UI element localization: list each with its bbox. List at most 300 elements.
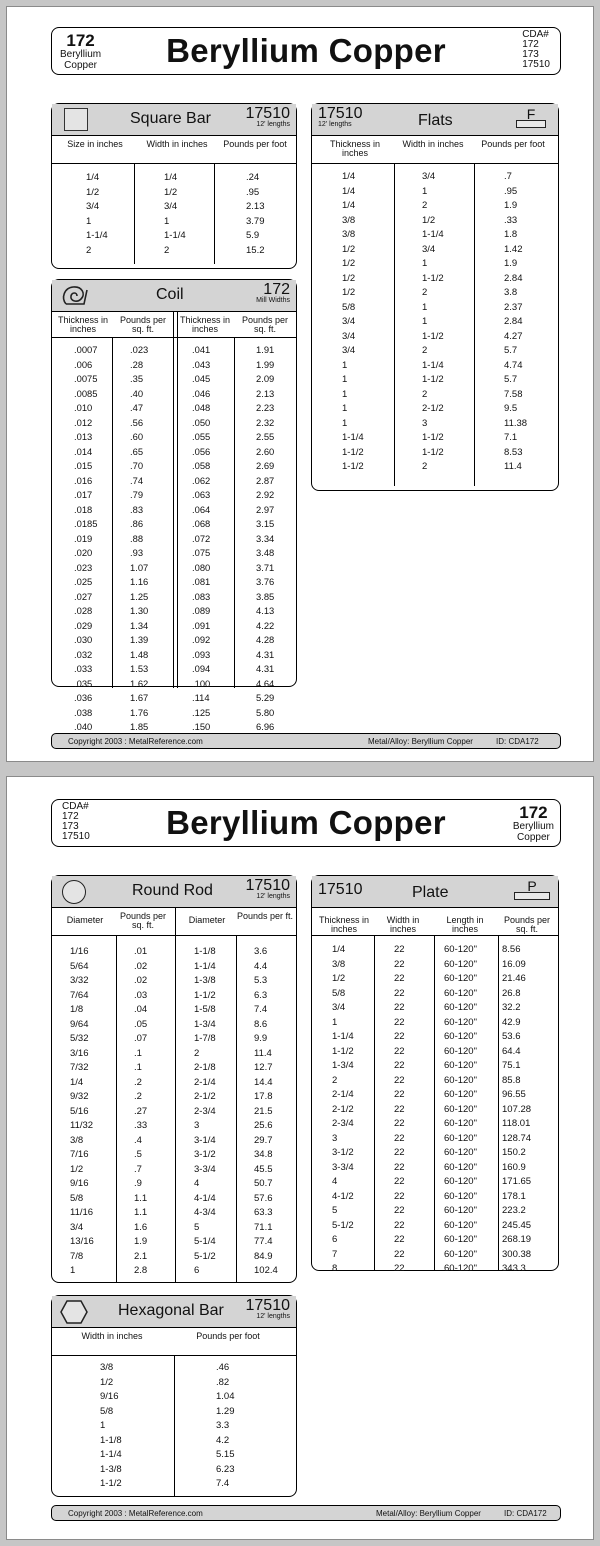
table-cell: .0085 <box>74 387 98 399</box>
square-bar-title: Square Bar <box>130 110 211 127</box>
table-cell: 1/2 <box>342 243 356 255</box>
table-cell: 1/4 <box>342 200 356 211</box>
table-cell: 60-120" <box>444 1248 477 1260</box>
table-cell: 8.56 <box>502 944 521 955</box>
table-cell: 1.76 <box>130 706 149 718</box>
table-cell: .150 <box>192 721 211 732</box>
table-row <box>52 516 296 531</box>
column-header: Pounds per ft. <box>236 911 294 921</box>
table-cell: 60-120" <box>444 1176 477 1187</box>
table-cell: .006 <box>74 358 93 370</box>
table-cell: 2.69 <box>256 460 275 471</box>
table-cell: 4.27 <box>504 330 523 342</box>
table-cell: 9/64 <box>70 1018 89 1030</box>
plate-header <box>312 876 558 908</box>
footer-id: ID: CDA172 <box>496 737 539 746</box>
table-cell: 1-3/4 <box>332 1060 354 1071</box>
table-row <box>52 1133 296 1148</box>
flats-note: 12' lengths <box>318 121 352 128</box>
table-row <box>52 502 296 517</box>
table-cell: 1.9 <box>504 258 518 269</box>
table-cell: 1-1/4 <box>332 1031 354 1042</box>
table-cell: 3.79 <box>246 215 265 227</box>
table-cell: 1 <box>342 374 348 385</box>
square-bar-alloy-number: 17510 <box>245 105 290 122</box>
table-cell: 3/32 <box>70 975 89 986</box>
column-header: Length in inches <box>446 915 484 934</box>
table-cell: .40 <box>130 387 144 399</box>
table-cell: 5/32 <box>70 1033 89 1044</box>
table-cell: 1-1/4 <box>194 960 216 972</box>
table-cell: .032 <box>74 648 93 660</box>
cda-number: 173 <box>522 49 539 60</box>
table-cell: .82 <box>216 1376 230 1388</box>
table-cell: 11.4 <box>504 461 522 472</box>
table-cell: 75.1 <box>502 1060 521 1071</box>
footer-metal: Metal/Alloy: Beryllium Copper <box>376 1509 481 1518</box>
table-cell: 2.55 <box>256 431 275 442</box>
table-cell: 2 <box>86 244 92 256</box>
table-cell: 4.28 <box>256 634 275 645</box>
cda-number: 172 <box>522 39 539 50</box>
plate-icon <box>514 880 550 902</box>
table-row <box>312 1145 558 1160</box>
flats-icon-letter: F <box>526 106 536 122</box>
table-row <box>52 618 296 633</box>
table-cell: 3.34 <box>256 532 275 544</box>
table-cell: 3.85 <box>256 590 275 602</box>
coil-rows <box>52 338 296 732</box>
table-cell: .7 <box>134 1163 142 1175</box>
table-cell: .70 <box>130 460 144 471</box>
table-row <box>312 184 558 199</box>
table-cell: 1 <box>86 215 92 227</box>
table-cell: 3 <box>194 1120 200 1131</box>
table-cell: 1.48 <box>130 648 149 660</box>
cda-label: CDA# <box>62 801 89 812</box>
table-row <box>52 1447 296 1462</box>
table-cell: 1.67 <box>130 692 149 703</box>
table-cell: 26.8 <box>502 987 521 999</box>
table-cell: .60 <box>130 431 144 442</box>
table-cell: 4.2 <box>216 1434 230 1446</box>
alloy-badge <box>513 804 554 843</box>
column-header: Thickness in inches <box>329 139 381 158</box>
table-cell: 1.9 <box>504 200 518 211</box>
table-row <box>52 690 296 705</box>
table-cell: 77.4 <box>254 1236 273 1247</box>
table-cell: 14.4 <box>254 1076 273 1088</box>
column-header: Thickness in inches <box>57 315 109 334</box>
table-cell: 22 <box>394 1002 405 1013</box>
page-1-title-box <box>51 27 561 75</box>
square-bar-icon <box>64 108 88 131</box>
coil-alloy-number: 172 <box>263 281 290 298</box>
round-rod-note: 12' lengths <box>256 893 290 900</box>
coil-alloy <box>256 282 290 305</box>
table-cell: 21.46 <box>502 973 526 984</box>
column-header: Width in inches <box>402 139 464 149</box>
table-cell: .28 <box>130 358 144 370</box>
table-row <box>52 705 296 720</box>
table-cell: 22 <box>394 1089 405 1100</box>
table-cell: .025 <box>74 576 93 587</box>
table-cell: 7/16 <box>70 1149 89 1160</box>
table-cell: .072 <box>192 532 211 544</box>
table-cell: 60-120" <box>444 1045 477 1057</box>
table-cell: 1/4 <box>342 171 356 182</box>
flats-table <box>311 103 559 491</box>
table-cell: 1/4 <box>342 185 356 197</box>
table-row <box>52 1375 296 1390</box>
footer-id: ID: CDA172 <box>504 1509 547 1518</box>
table-cell: 11.4 <box>254 1047 272 1059</box>
table-row <box>312 227 558 242</box>
table-cell: .100 <box>192 677 211 689</box>
table-cell: 8 <box>332 1263 338 1274</box>
table-row <box>52 1031 296 1046</box>
table-cell: .95 <box>246 186 260 198</box>
table-cell: 85.8 <box>502 1074 521 1086</box>
column-header: Pounds per foot <box>196 1331 260 1341</box>
table-cell: .023 <box>74 561 93 573</box>
table-cell: .043 <box>192 358 211 370</box>
table-cell: 2.8 <box>134 1265 148 1276</box>
table-cell: 60-120" <box>444 1147 477 1158</box>
table-row <box>52 429 296 444</box>
table-row <box>312 1044 558 1059</box>
table-cell: .33 <box>504 214 518 226</box>
table-cell: .048 <box>192 402 211 413</box>
table-cell: .9 <box>134 1178 142 1189</box>
table-row <box>312 1160 558 1175</box>
table-row <box>312 1131 558 1146</box>
table-row <box>312 957 558 972</box>
round-rod-rows <box>52 936 296 1282</box>
table-cell: 3/8 <box>342 214 356 226</box>
flats-header <box>312 104 558 136</box>
table-cell: 7.1 <box>504 432 518 443</box>
alloy-sub-1: Beryllium <box>512 821 554 832</box>
table-cell: 1 <box>164 215 170 227</box>
table-cell: .018 <box>74 503 93 515</box>
table-row <box>312 271 558 286</box>
table-cell: 9/16 <box>70 1178 89 1189</box>
table-cell: 22 <box>394 1263 405 1274</box>
table-cell: 6 <box>332 1234 338 1245</box>
table-cell: 1.85 <box>130 721 149 732</box>
table-cell: 60-120" <box>444 1263 477 1274</box>
plate-icon-letter: P <box>527 878 537 894</box>
table-row <box>52 473 296 488</box>
table-cell: .95 <box>504 185 518 197</box>
table-cell: .080 <box>192 561 211 573</box>
table-cell: 1/2 <box>422 214 436 226</box>
coil-column-headers <box>52 312 296 338</box>
hexagonal-bar-note: 12' lengths <box>256 1313 290 1320</box>
table-cell: .020 <box>74 547 93 558</box>
table-cell: .2 <box>134 1076 142 1088</box>
table-row <box>52 1162 296 1177</box>
table-cell: .4 <box>134 1134 142 1146</box>
table-cell: 1.6 <box>134 1221 148 1233</box>
table-cell: .93 <box>130 547 144 558</box>
table-cell: 42.9 <box>502 1016 521 1028</box>
table-cell: 22 <box>394 973 405 984</box>
table-cell: 2.84 <box>504 272 523 284</box>
table-cell: 4.13 <box>256 605 275 616</box>
table-cell: .023 <box>130 344 149 355</box>
table-cell: .029 <box>74 619 93 631</box>
table-row <box>52 1191 296 1206</box>
table-cell: 1 <box>100 1420 106 1431</box>
table-cell: .46 <box>216 1362 230 1373</box>
page-title: Beryllium Copper <box>166 804 446 841</box>
table-cell: 107.28 <box>502 1103 532 1115</box>
table-cell: .015 <box>74 460 93 471</box>
table-cell: .050 <box>192 416 211 428</box>
table-row <box>312 1087 558 1102</box>
table-cell: 2-1/2 <box>422 403 444 414</box>
flats-alloy <box>318 106 363 129</box>
table-cell: 64.4 <box>502 1045 521 1057</box>
page-1 <box>6 6 594 762</box>
table-cell: .055 <box>192 431 211 442</box>
table-cell: 1/4 <box>70 1076 84 1088</box>
table-cell: .058 <box>192 460 211 471</box>
table-cell: .07 <box>134 1033 148 1044</box>
table-cell: 1-1/2 <box>194 989 216 1001</box>
table-row <box>312 1232 558 1247</box>
table-cell: .068 <box>192 518 211 529</box>
table-cell: 9/16 <box>100 1391 119 1402</box>
table-cell: .0185 <box>74 518 98 529</box>
column-header: Pounds per sq. ft. <box>503 915 551 934</box>
square-bar-table <box>51 103 297 269</box>
table-row <box>312 1102 558 1117</box>
table-cell: 1-7/8 <box>194 1033 216 1044</box>
table-row <box>52 531 296 546</box>
table-cell: .027 <box>74 590 93 602</box>
table-row <box>312 1029 558 1044</box>
table-cell: 2-3/4 <box>194 1105 216 1117</box>
flats-column-headers <box>312 136 558 164</box>
table-cell: 22 <box>394 1060 405 1071</box>
hexagon-icon <box>60 1300 88 1324</box>
table-cell: 5/8 <box>342 301 356 313</box>
table-row <box>52 676 296 691</box>
table-cell: 3.48 <box>256 547 275 558</box>
table-cell: 4.31 <box>256 663 275 674</box>
table-cell: 63.3 <box>254 1207 273 1218</box>
table-cell: .86 <box>130 518 144 529</box>
alloy-sub-2: Copper <box>517 832 550 843</box>
table-cell: 1/2 <box>100 1376 114 1388</box>
table-row <box>312 169 558 184</box>
table-cell: 7.4 <box>216 1478 230 1489</box>
table-cell: 2 <box>422 461 428 472</box>
table-cell: .094 <box>192 663 211 674</box>
table-cell: 12.7 <box>254 1062 273 1073</box>
table-cell: 5/8 <box>70 1192 84 1204</box>
table-cell: .041 <box>192 344 211 355</box>
cda-number: 17510 <box>62 831 90 842</box>
table-cell: 3-1/4 <box>194 1134 216 1146</box>
table-cell: 2.60 <box>256 445 275 457</box>
flats-title: Flats <box>418 112 453 129</box>
table-cell: 3-3/4 <box>332 1161 354 1173</box>
table-cell: 1-1/4 <box>164 230 186 241</box>
table-cell: 1 <box>342 417 348 429</box>
table-cell: .1 <box>134 1062 142 1073</box>
cda-number: 173 <box>62 821 79 832</box>
table-cell: .081 <box>192 576 211 587</box>
table-cell: 2.13 <box>256 387 275 399</box>
table-cell: .056 <box>192 445 211 457</box>
table-row <box>52 1263 296 1278</box>
table-cell: 5-1/4 <box>194 1236 216 1247</box>
table-cell: 5.80 <box>256 706 275 718</box>
column-header: Pounds per sq. ft. <box>119 911 167 930</box>
table-cell: 60-120" <box>444 1060 477 1071</box>
table-cell: 7/8 <box>70 1250 84 1262</box>
table-cell: .030 <box>74 634 93 645</box>
table-cell: .0007 <box>74 344 98 355</box>
table-cell: 5/64 <box>70 960 89 972</box>
table-cell: 22 <box>394 1234 405 1245</box>
table-row <box>312 242 558 257</box>
table-cell: 1.42 <box>504 243 523 255</box>
table-row <box>52 1017 296 1032</box>
table-cell: 2-1/4 <box>332 1089 354 1100</box>
table-cell: 5/16 <box>70 1105 89 1117</box>
table-cell: 2.1 <box>134 1250 148 1262</box>
table-cell: 1-1/4 <box>422 229 444 240</box>
table-cell: 4.64 <box>256 677 275 689</box>
alloy-id: 172 <box>519 803 548 822</box>
table-cell: 3/4 <box>342 345 356 356</box>
table-row <box>312 1000 558 1015</box>
table-cell: 3.3 <box>216 1420 230 1431</box>
table-cell: 1-1/2 <box>342 446 364 458</box>
table-cell: 1.29 <box>216 1405 235 1417</box>
table-cell: 3/4 <box>70 1221 84 1233</box>
footer-copyright: Copyright 2003 : MetalReference.com <box>68 737 203 746</box>
table-cell: .74 <box>130 474 144 486</box>
table-cell: 1.04 <box>216 1391 235 1402</box>
table-cell: 5.9 <box>246 230 260 241</box>
table-cell: .33 <box>134 1120 148 1131</box>
table-cell: 9/32 <box>70 1091 89 1102</box>
table-cell: 4 <box>194 1178 200 1189</box>
round-rod-title: Round Rod <box>132 882 213 899</box>
table-cell: 1/8 <box>70 1004 84 1015</box>
table-row <box>312 971 558 986</box>
table-cell: 60-120" <box>444 1089 477 1100</box>
column-header: Pounds per sq. ft. <box>119 315 167 334</box>
table-cell: 1 <box>342 403 348 414</box>
table-cell: 5.15 <box>216 1449 235 1460</box>
table-cell: 60-120" <box>444 1074 477 1086</box>
table-cell: .036 <box>74 692 93 703</box>
table-cell: 2-1/2 <box>194 1091 216 1102</box>
table-row <box>312 942 558 957</box>
table-cell: 22 <box>394 1016 405 1028</box>
table-cell: 1-1/2 <box>332 1045 354 1057</box>
table-cell: .019 <box>74 532 93 544</box>
table-cell: 3/16 <box>70 1047 89 1059</box>
table-cell: .05 <box>134 1018 148 1030</box>
table-cell: 3/4 <box>342 316 356 327</box>
table-cell: 2-1/2 <box>332 1103 354 1115</box>
table-cell: 45.5 <box>254 1163 273 1175</box>
table-row <box>52 574 296 589</box>
coil-table <box>51 279 297 732</box>
table-row <box>52 1234 296 1249</box>
table-cell: 9.5 <box>504 403 518 414</box>
hexagonal-bar-alloy-number: 17510 <box>245 1297 290 1314</box>
table-cell: .064 <box>192 503 211 515</box>
table-cell: 3/8 <box>332 958 346 970</box>
column-header: Pounds per sq. ft. <box>241 315 289 334</box>
plate-alloy: 17510 <box>318 881 363 898</box>
table-row <box>312 1174 558 1189</box>
table-cell: 5.3 <box>254 975 268 986</box>
table-cell: .016 <box>74 474 93 486</box>
table-cell: 1-1/4 <box>342 432 364 443</box>
table-row <box>312 986 558 1001</box>
table-cell: 1/4 <box>332 944 346 955</box>
plate-column-headers <box>312 908 558 936</box>
table-row <box>312 1247 558 1262</box>
table-cell: .040 <box>74 721 93 732</box>
table-cell: 22 <box>394 1161 405 1173</box>
table-cell: 3-1/2 <box>332 1147 354 1158</box>
table-cell: 22 <box>394 1176 405 1187</box>
table-cell: 245.45 <box>502 1219 532 1231</box>
table-row <box>312 1058 558 1073</box>
alloy-id: 172 <box>66 31 95 50</box>
table-cell: 3/4 <box>422 243 436 255</box>
table-cell: 15.2 <box>246 244 265 256</box>
table-cell: .075 <box>192 547 211 558</box>
table-cell: 22 <box>394 1074 405 1086</box>
table-row <box>312 300 558 315</box>
table-cell: 2-3/4 <box>332 1118 354 1129</box>
table-cell: 1-1/2 <box>342 461 364 472</box>
table-cell: .1 <box>134 1047 142 1059</box>
table-cell: 1.1 <box>134 1207 148 1218</box>
round-rod-icon <box>62 880 86 904</box>
table-cell: 1.62 <box>130 677 149 689</box>
plate-table <box>311 875 559 1274</box>
table-cell: .013 <box>74 431 93 442</box>
flats-rows <box>312 164 558 486</box>
table-cell: 60-120" <box>444 1118 477 1129</box>
table-cell: .35 <box>130 373 144 384</box>
table-cell: 1-5/8 <box>194 1004 216 1015</box>
table-cell: 1/2 <box>332 973 346 984</box>
table-cell: 60-120" <box>444 958 477 970</box>
table-cell: 6.96 <box>256 721 275 732</box>
table-row <box>312 445 558 460</box>
table-cell: 1/4 <box>164 172 178 183</box>
table-row <box>52 228 296 243</box>
table-cell: 4.74 <box>504 359 523 371</box>
table-row <box>52 1060 296 1075</box>
table-cell: .093 <box>192 648 211 660</box>
table-cell: 3.6 <box>254 946 268 957</box>
